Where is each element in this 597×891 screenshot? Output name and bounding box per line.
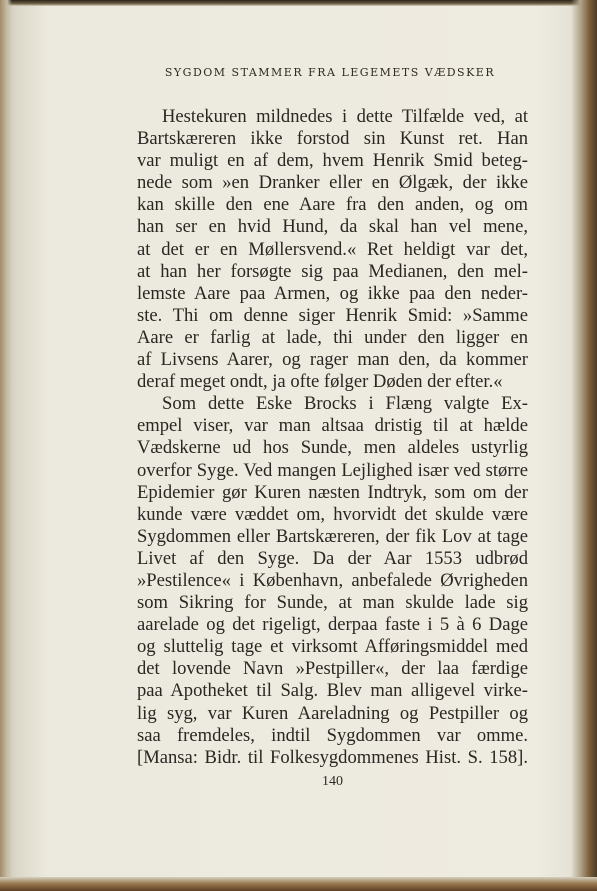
text-line: af Livsens Aarer, og rager man den, da kommer: [137, 349, 528, 371]
text-line: at han her forsøgte sig paa Medianen, den mel-: [137, 260, 528, 282]
text-line: som Sikring for Sunde, at man skulde lade sig: [137, 592, 528, 614]
text-line: [Mansa: Bidr. til Folkesygdommenes Hist. S. 158].: [137, 746, 528, 768]
text-line: Som dette Eske Brocks i Flæng valgte Ex-: [162, 393, 528, 415]
text-line: lig syg, var Kuren Aareladning og Pestpiller og: [137, 702, 528, 724]
text-line: Epidemier gør Kuren næsten Indtryk, som om der: [137, 481, 528, 503]
text-line: kan skille den ene Aare fra den anden, og om: [137, 194, 528, 216]
running-head: SYGDOM STAMMER FRA LEGEMETS VÆDSKER: [164, 66, 496, 79]
text-line: at det er en Møllersvend.« Ret heldigt var det,: [137, 238, 528, 260]
text-line: Hestekuren mildnedes i dette Tilfælde ved, at: [162, 106, 528, 127]
text-line: Aare er farlig at lade, thi under den ligger en: [137, 326, 528, 348]
text-line: overfor Syge. Ved mangen Lejlighed især ved større: [137, 459, 528, 481]
text-line: var muligt en af dem, hvem Henrik Smid beteg-: [137, 150, 528, 172]
text-line: paa Apotheket til Salg. Blev man alligevel virke-: [137, 680, 528, 702]
text-line: empel viser, var man altsaa dristig til at hælde: [137, 415, 528, 437]
page-top-edge: [0, 0, 597, 6]
text-line: saa fremdeles, indtil Sygdommen var omme.: [137, 724, 528, 746]
book-spine-edge: [571, 0, 597, 891]
page-left-edge: [0, 0, 12, 891]
text-line: deraf meget ondt, ja ofte følger Døden der efter.«: [137, 371, 503, 393]
page-number: 140: [322, 774, 343, 789]
text-line: nede som »en Dranker eller en Ølgæk, der ikke: [137, 172, 528, 194]
page-bottom-edge: [0, 877, 597, 891]
text-line: Sygdommen eller Bartskæreren, der fik Lov at tage: [137, 525, 528, 547]
text-line: Livet af den Syge. Da der Aar 1553 udbrød: [137, 547, 528, 569]
text-line: og sluttelig tage et virksomt Afføringsmiddel med: [137, 636, 528, 658]
text-line: kunde være væddet om, hvorvidt det skulde være: [137, 503, 528, 525]
text-line: det lovende Navn »Pestpiller«, der laa færdige: [137, 658, 528, 680]
body-text: [137, 106, 528, 769]
text-line: »Pestilence« i København, anbefalede Øvrigheden: [137, 569, 528, 591]
text-line: ste. Thi om denne siger Henrik Smid: »Samme: [137, 304, 528, 326]
text-line: lemste Aare paa Armen, og ikke paa den neder-: [137, 282, 528, 304]
text-line: aarelade og det rigeligt, derpaa faste i 5 à 6 Dage: [137, 614, 528, 636]
text-line: Bartskæreren ikke forstod sin Kunst ret. Han: [137, 128, 528, 150]
text-line: Vædskerne ud hos Sunde, men aldeles ustyrlig: [137, 437, 528, 459]
text-line: han ser en hvid Hund, da skal han vel mene,: [137, 216, 528, 238]
